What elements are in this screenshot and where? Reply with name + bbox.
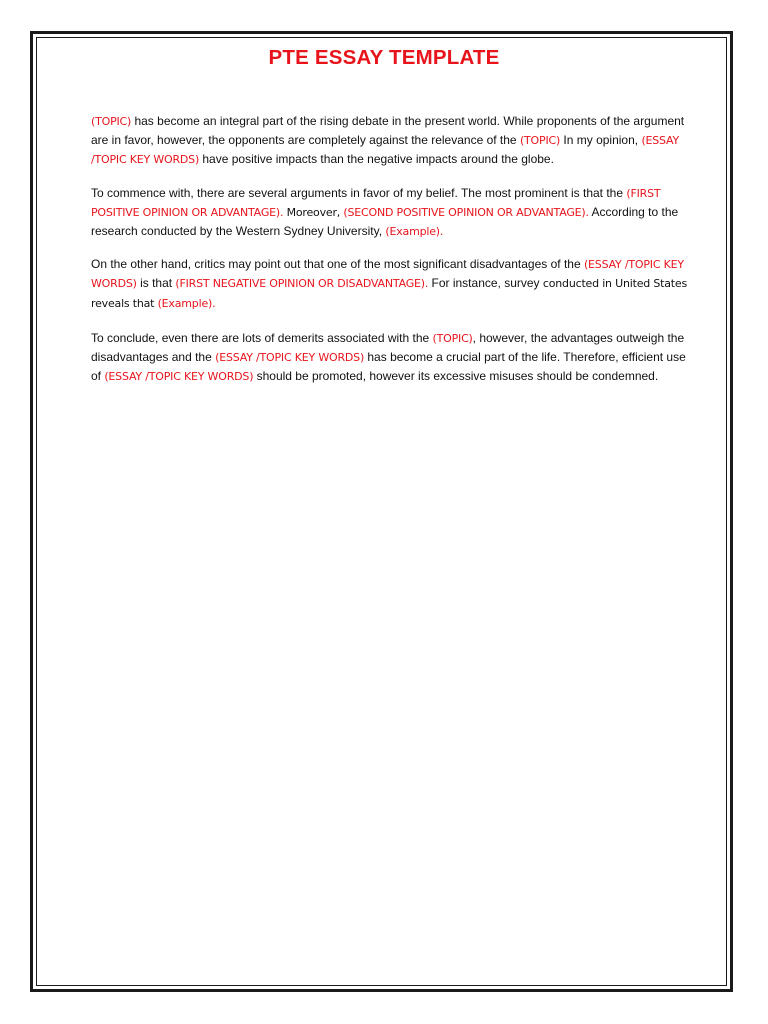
placeholder-text: (SECOND POSITIVE OPINION OR ADVANTAGE). [343, 205, 589, 219]
paragraph-advantages [91, 184, 691, 242]
document-body [91, 112, 691, 400]
body-text: For instance, survey [428, 276, 543, 291]
placeholder-text: (ESSAY /TOPIC KEY WORDS) [104, 370, 254, 384]
body-text: have positive impacts than the negative impacts around the globe. [199, 152, 554, 167]
body-text: should be promoted, however its excessive misuses should be condemned. [253, 369, 659, 384]
placeholder-text: (Example). [157, 296, 216, 310]
placeholder-text: (ESSAY /TOPIC KEY WORDS) [91, 258, 684, 291]
placeholder-text: (Example). [385, 225, 444, 239]
body-text: , however, the advantages outweigh the disadvantages and the [91, 330, 685, 365]
placeholder-text: (FIRST NEGATIVE OPINION OR DISADVANTAGE). [175, 277, 429, 291]
body-text: According to the research conducted by the Western Sydney University, [91, 204, 679, 239]
placeholder-text: (FIRST POSITIVE OPINION OR ADVANTAGE). [91, 186, 661, 219]
placeholder-text: (TOPIC) [91, 115, 132, 128]
body-text: conducted in United States reveals that [91, 277, 688, 310]
body-text: On the other hand, critics may point out that one of the most significant disadvantages of the [91, 257, 584, 272]
paragraph-conclusion [91, 329, 691, 387]
body-text: To commence with, there are several arguments in favor of my belief. The most prominent is that the [91, 185, 627, 200]
body-text: Moreover, [283, 205, 344, 219]
placeholder-text: (ESSAY /TOPIC KEY WORDS) [91, 134, 680, 167]
placeholder-text: (TOPIC) [432, 331, 473, 345]
document-title: PTE ESSAY TEMPLATE [268, 46, 500, 69]
body-text: In my opinion, [560, 133, 642, 148]
placeholder-text: (TOPIC) [519, 134, 561, 148]
placeholder-text: (ESSAY /TOPIC KEY WORDS) [215, 351, 365, 365]
body-text: To conclude, even there are lots of demerits associated with the [91, 330, 433, 345]
paragraph-disadvantages [91, 255, 691, 313]
paragraph-intro [91, 112, 691, 170]
body-text: has become an integral part of the rising debate in the present world. While proponents of the argument are in favor, however, the opponents are completely against the relevance of the [91, 114, 685, 148]
body-text: is that [136, 276, 176, 291]
body-text: has become a crucial part of the life. Therefore, efficient use of [91, 350, 686, 384]
